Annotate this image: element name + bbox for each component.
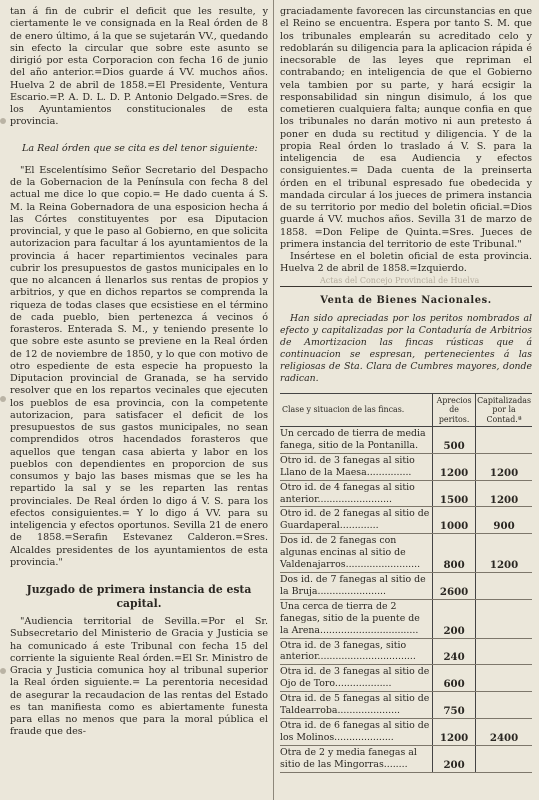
table-row <box>280 572 532 599</box>
appraisal-value: 1200 <box>433 718 476 745</box>
capitalized-value <box>476 599 532 638</box>
column-header-description: Clase y situacion de las fincas. <box>280 393 433 427</box>
bleed-through-text: Actas del Concejo Provincial de Huelva <box>320 276 480 285</box>
table-row <box>280 718 532 745</box>
column-divider <box>273 0 274 800</box>
binding-hole <box>0 118 6 124</box>
capitalized-value <box>476 665 532 692</box>
table-row <box>280 534 532 573</box>
left-column <box>10 6 268 739</box>
section-rule <box>280 286 532 287</box>
capitalized-value: 2400 <box>476 718 532 745</box>
right-column <box>280 6 532 773</box>
table-row <box>280 480 532 507</box>
property-description: Otra id. de 5 fanegas al sitio de Taldearroba..................... <box>280 692 433 719</box>
appraisal-value: 500 <box>433 427 476 454</box>
column-header-capitalized: Capitalizadas por la Contad.ª <box>476 393 532 427</box>
property-description: Otra de 2 y media fanegas al sitio de las Mingorras........ <box>280 745 433 772</box>
appraisal-value: 750 <box>433 692 476 719</box>
appraisal-value: 2600 <box>433 572 476 599</box>
capitalized-value <box>476 745 532 772</box>
capitalized-value <box>476 638 532 665</box>
properties-table <box>280 393 532 773</box>
table-body <box>280 427 532 773</box>
property-description: Una cerca de tierra de 2 fanegas, sitio de la puente de la Arena................................. <box>280 599 433 638</box>
property-description: Otro id. de 4 fanegas al sitio anterior......................... <box>280 480 433 507</box>
appraisal-value: 600 <box>433 665 476 692</box>
capitalized-value: 1200 <box>476 453 532 480</box>
capitalized-value: 1200 <box>476 534 532 573</box>
table-row <box>280 427 532 454</box>
binding-hole <box>0 668 6 674</box>
table-header-row <box>280 393 532 427</box>
capitalized-value: 1200 <box>476 480 532 507</box>
property-description: Otra id. de 3 fanegas, sitio anterior................................. <box>280 638 433 665</box>
table-row <box>280 507 532 534</box>
property-description: Otro id. de 2 fanegas al sitio de Guardaperal............. <box>280 507 433 534</box>
appraisal-value: 1500 <box>433 480 476 507</box>
court-order-text: "Audiencia territorial de Sevilla.=Por el Sr. Subsecretario del Ministerio de Gracia y Justicia se ha comunicado á este Tribunal con fecha 15 del corriente la siguiente Real órden.=El Sr. Ministro de Gracia y Justicia comunica hoy al tribunal superior la Real órden siguiente.= La perentoria necesidad de asegurar la recaudacion de las rentas del Estado es tan manifiesta como es abiertamente funesta para ellas no menos que para la moral pública el fraude que des- <box>10 616 268 738</box>
capitalized-value: 900 <box>476 507 532 534</box>
property-description: Otro id. de 3 fanegas al sitio Llano de la Maesa............... <box>280 453 433 480</box>
court-section-title: Juzgado de primera instancia de esta capital. <box>26 583 252 610</box>
table-row <box>280 599 532 638</box>
table-row <box>280 745 532 772</box>
circular-closing-paragraph: tan á fin de cubrir el deficit que les resulte, y ciertamente le ve consignada en la Real órden de 8 de enero último, á la que se sujetarán VV., quedando sin efecto la circular que sobre este asunto se dirigió por esta Corporacion con fecha 16 de junio del año anterior.=Dios guarde á VV. muchos años. Huelva 2 de abril de 1858.=El Presidente, Ventura Escario.=P. A. D. L. D. P. Antonio Delgado.=Sres. de los Ayuntamientos constitucionales de esta provincia. <box>10 6 268 128</box>
table-row <box>280 638 532 665</box>
royal-order-text: "El Escelentísimo Señor Secretario del Despacho de la Gobernacion de la Península con fecha 8 del actual me dice lo que copio.= He dado cuenta á S. M. la Reina Gobernadora de una esposicion hecha á las Córtes constituyentes por esa Diputacion provincial, y que le paso al Gobierno, en que solicita autorizacion para facultar á los ayuntamientos de la provincia á hacer repartimientos vecinales para cubrir los presupuestos de gastos municipales en lo que no alcancen á llenarlos sus rentas de propios y arbitrios, y que en dichos repartos se comprenda la riqueza de todas clases que ecsistiese en el término de cada pueblo, bien pertenezca á vecinos ó forasteros. Enterada S. M., y teniendo presente lo que sobre este asunto se previene en la Real órden de 12 de noviembre de 1850, y lo que con motivo de otro espediente de esta especie ha propuesto la Diputacion provincial de Granada, se ha servido resolver que en los repartos vecinales que ejecuten los pueblos de esa provincia, con la competente autorizacion, para satisfacer el deficit de los presupuestos de sus gastos municipales, no sean comprendidos otros hacendados forasteros que aquellos que tengan casa abierta y labor en los pueblos con dependientes en proporcion de sus consumos y bajo las bases mismas que se les ha repartido la sal y se les reparten las rentas provinciales. De Real órden lo digo á V. S. para los efectos consiguientes.= Y lo digo á VV. para su inteligencia y efectos oportunos. Sevilla 21 de enero de 1858.=Serafin Estevanez Calderon.=Sres. Alcaldes presidentes de los ayuntamientos de esta provincia." <box>10 164 268 568</box>
capitalized-value <box>476 692 532 719</box>
table-row <box>280 665 532 692</box>
appraisal-value: 240 <box>433 638 476 665</box>
binding-hole <box>0 396 6 402</box>
property-description: Dos id. de 2 fanegas con algunas encinas al sitio de Valdenajarros......................... <box>280 534 433 573</box>
court-order-continuation: graciadamente favorecen las circunstancias en que el Reino se encuentra. Espera por tanto S. M. que los tribunales emplearán su acreditado celo y redoblarán su diligencia para la aplicacion rápida é inecsorable de las leyes que repriman el contrabando; en inteligencia de que el Gobierno vela tambien por su parte, y hará ecsigir la responsabilidad sin ningun disimulo, á los que cometieren cualquiera falta; aunque confia en que los tribunales no darán motivo ni aun pretesto á poner en duda su rectitud y diligencia. Y de la propia Real órden lo traslado á V. S. para la inteligencia de esa Audiencia y efectos consiguientes.= Dada cuenta de la preinserta órden en el tribunal espresado fue obedecida y mandada circular á los jueces de primera instancia de su territorio por medio del boletin oficial.=Dios guarde á VV. muchos años. Sevilla 31 de marzo de 1858. =Don Felipe de Quinta.=Sres. Jueces de primera instancia del territorio de este Tribunal." <box>280 6 532 250</box>
table-row <box>280 453 532 480</box>
appraisal-value: 200 <box>433 745 476 772</box>
insertion-note: Insértese en el boletin oficial de esta provincia. Huelva 2 de abril de 1858.=Izquierdo. <box>280 251 532 275</box>
capitalized-value <box>476 572 532 599</box>
royal-order-intro: La Real órden que se cita es del tenor siguiente: <box>22 142 258 154</box>
sale-section-title: Venta de Bienes Nacionales. <box>320 294 492 306</box>
sale-lead-paragraph: Han sido apreciadas por los peritos nombrados al efecto y capitalizadas por la Contaduría de Arbitrios de Amortizacion las fincas rústicas que á continuacion se espresan, pertenecientes á las religiosas de Sta. Clara de Cumbres mayores, donde radican. <box>280 312 532 384</box>
appraisal-value: 200 <box>433 599 476 638</box>
property-description: Otra id. de 6 fanegas al sitio de los Molinos.................... <box>280 718 433 745</box>
appraisal-value: 800 <box>433 534 476 573</box>
table-row <box>280 692 532 719</box>
property-description: Un cercado de tierra de media fanega, sitio de la Pontanilla. <box>280 427 433 454</box>
property-description: Dos id. de 7 fanegas al sitio de la Bruja....................... <box>280 572 433 599</box>
appraisal-value: 1000 <box>433 507 476 534</box>
column-header-appraisal: Aprecios de peritos. <box>433 393 476 427</box>
capitalized-value <box>476 427 532 454</box>
property-description: Otra id. de 3 fanegas al sitio de Ojo de Toro................... <box>280 665 433 692</box>
appraisal-value: 1200 <box>433 453 476 480</box>
